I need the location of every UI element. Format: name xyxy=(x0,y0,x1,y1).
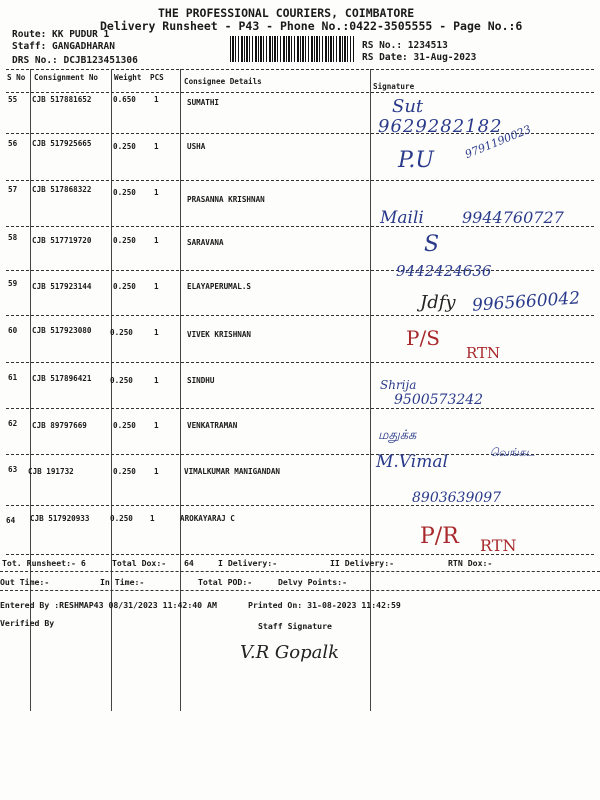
row-weight: 0.250 xyxy=(113,236,136,245)
row-sno: 61 xyxy=(8,373,18,382)
row-consignee: VIMALKUMAR MANIGANDAN xyxy=(184,467,281,476)
signature-scribble: Shrija xyxy=(380,378,417,392)
times-rule xyxy=(0,590,600,591)
row-pcs: 1 xyxy=(154,142,159,151)
row-sno: 56 xyxy=(8,139,18,148)
signature-rtn: RTN xyxy=(480,536,517,555)
row-rule xyxy=(6,315,594,316)
route-label: Route: KK PUDUR 1 xyxy=(12,29,110,40)
delvy-points-label: Delvy Points:- xyxy=(278,577,348,587)
company-name: THE PROFESSIONAL COURIERS, COIMBATORE xyxy=(158,6,415,20)
row-sno: 63 xyxy=(8,465,18,474)
signature-status: P/R xyxy=(420,524,459,549)
signature-phone: 9944760727 xyxy=(462,208,564,227)
signature-phone: 9442424636 xyxy=(396,262,492,280)
row-pcs: 1 xyxy=(154,95,159,104)
row-sno: 58 xyxy=(8,233,18,242)
row-weight: 0.250 xyxy=(110,514,133,523)
row-consignment: CJB 517923080 xyxy=(32,326,92,335)
row-pcs: 1 xyxy=(154,282,159,291)
row-sno: 60 xyxy=(8,326,18,335)
total-pod-label: Total POD:- xyxy=(198,577,253,587)
total-dox-value: 64 xyxy=(184,558,194,568)
row-consignment: CJB 517868322 xyxy=(32,185,92,194)
row-rule xyxy=(6,505,594,506)
row-consignee: SINDHU xyxy=(187,376,215,385)
row-consignment: CJB 517923144 xyxy=(32,282,92,291)
row-consignment: CJB 517719720 xyxy=(32,236,92,245)
staff-label: Staff: GANGADHARAN xyxy=(12,41,115,52)
row-pcs: 1 xyxy=(154,236,159,245)
row-pcs: 1 xyxy=(154,188,159,197)
row-rule xyxy=(6,362,594,363)
row-sno: 64 xyxy=(6,516,16,525)
signature-scribble: மதுக்க xyxy=(378,428,417,443)
row-sno: 57 xyxy=(8,185,18,194)
row-consignee: ELAYAPERUMAL.S xyxy=(187,282,252,291)
row-sno: 62 xyxy=(8,419,18,428)
staff-signature: V.R Gopalk xyxy=(240,642,339,663)
signature-phone: 8903639097 xyxy=(412,490,502,506)
entered-by: Entered By :RESHMAP43 08/31/2023 11:42:40 AM xyxy=(0,600,217,610)
tot-runsheet: Tot. Runsheet:- 6 xyxy=(2,558,86,568)
printed-on: Printed On: 31-08-2023 11:42:59 xyxy=(248,600,401,610)
signature-scribble: Sut xyxy=(392,96,424,117)
totals-rule xyxy=(0,571,600,572)
signature-scribble: வெங்கட xyxy=(490,446,535,459)
staff-signature-label: Staff Signature xyxy=(258,621,332,631)
row-weight: 0.250 xyxy=(110,376,133,385)
total-dox-label: Total Dox:- xyxy=(112,558,167,568)
in-time-label: In Time:- xyxy=(100,577,145,587)
row-consignee: VENKATRAMAN xyxy=(187,421,238,430)
signature-scribble: M.Vimal xyxy=(376,452,448,472)
i-delivery-label: I Delivery:- xyxy=(218,558,278,568)
row-rule xyxy=(6,180,594,181)
signature-scribble: S xyxy=(424,232,440,257)
row-consignment: CJB 517920933 xyxy=(30,514,90,523)
row-sno: 59 xyxy=(8,279,18,288)
row-weight: 0.250 xyxy=(113,421,136,430)
row-consignee: VIVEK KRISHNAN xyxy=(187,330,252,339)
verified-by-label: Verified By xyxy=(0,618,55,628)
col-divider xyxy=(30,69,31,711)
row-consignment: CJB 517881652 xyxy=(32,95,92,104)
row-weight: 0.250 xyxy=(110,328,133,337)
row-pcs: 1 xyxy=(154,376,159,385)
signature-phone: 9500573242 xyxy=(394,392,484,408)
row-consignee: USHA xyxy=(187,142,206,151)
signature-scribble: P.U xyxy=(398,148,434,173)
col-consignment: Consignment No xyxy=(34,73,99,82)
row-consignment: CJB 517925665 xyxy=(32,139,92,148)
col-consignee: Consignee Details xyxy=(184,77,262,86)
out-time-label: Out Time:- xyxy=(0,577,50,587)
row-consignee: AROKAYARAJ C xyxy=(180,514,235,523)
row-rule xyxy=(6,92,594,93)
row-consignee: SUMATHI xyxy=(187,98,220,107)
col-weight: Weight xyxy=(114,73,142,82)
runsheet-subtitle: Delivery Runsheet - P43 - Phone No.:0422-3505555 - Page No.:6 xyxy=(100,19,523,33)
row-consignment: CJB 89797669 xyxy=(32,421,87,430)
signature-phone: 9791190023 xyxy=(463,122,533,161)
row-weight: 0.650 xyxy=(113,95,136,104)
signature-scribble: Maili xyxy=(380,208,424,228)
rs-number: RS No.: 1234513 xyxy=(362,40,448,51)
signature-scribble: Jdfy xyxy=(420,292,456,313)
barcode xyxy=(230,36,354,62)
row-consignee: SARAVANA xyxy=(187,238,224,247)
signature-phone: 9629282182 xyxy=(378,116,503,137)
row-weight: 0.250 xyxy=(113,282,136,291)
col-pcs: PCS xyxy=(150,73,164,82)
row-consignment: CJB 191732 xyxy=(28,467,74,476)
row-weight: 0.250 xyxy=(113,142,136,151)
col-signature: Signature xyxy=(373,82,415,91)
col-divider xyxy=(111,69,112,711)
row-weight: 0.250 xyxy=(113,188,136,197)
col-divider xyxy=(370,69,371,711)
drs-number: DRS No.: DCJB123451306 xyxy=(12,55,138,66)
signature-phone: 9965660042 xyxy=(471,288,581,316)
row-pcs: 1 xyxy=(154,328,159,337)
row-pcs: 1 xyxy=(154,421,159,430)
row-sno: 55 xyxy=(8,95,18,104)
row-pcs: 1 xyxy=(154,467,159,476)
signature-rtn: RTN xyxy=(466,344,501,362)
row-consignment: CJB 517896421 xyxy=(32,374,92,383)
row-weight: 0.250 xyxy=(113,467,136,476)
col-sno: S No xyxy=(7,73,26,82)
ii-delivery-label: II Delivery:- xyxy=(330,558,395,568)
rs-date: RS Date: 31-Aug-2023 xyxy=(362,52,477,63)
row-consignee: PRASANNA KRISHNAN xyxy=(187,195,265,204)
rtn-dox-label: RTN Dox:- xyxy=(448,558,493,568)
row-rule xyxy=(6,408,594,409)
col-divider xyxy=(180,69,181,711)
row-rule xyxy=(6,270,594,271)
signature-status: P/S xyxy=(406,326,440,350)
row-pcs: 1 xyxy=(150,514,155,523)
header-top-rule xyxy=(6,69,594,70)
